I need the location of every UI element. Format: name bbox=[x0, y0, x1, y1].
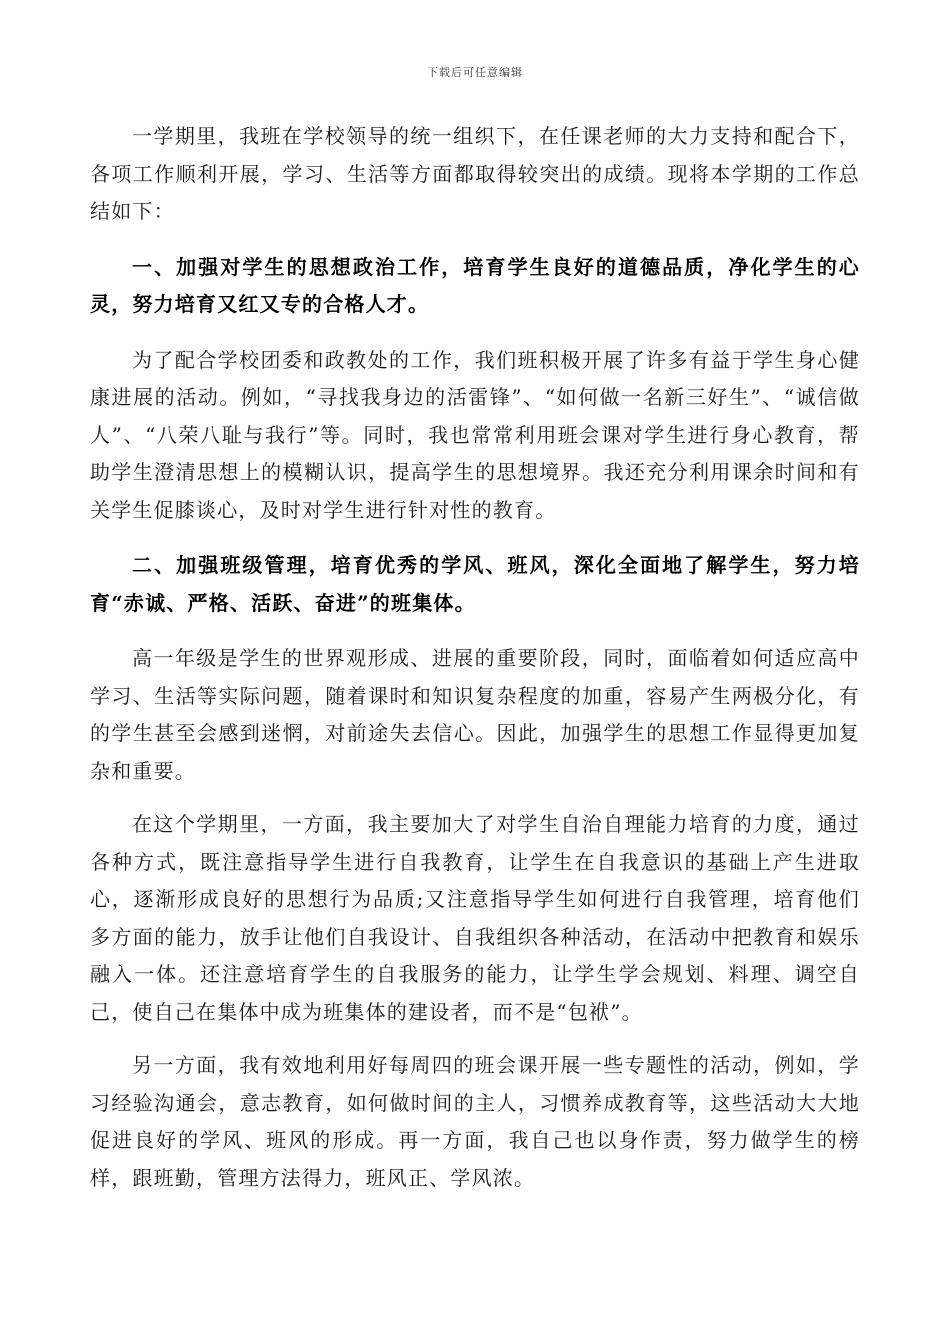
paragraph-section-2b: 在这个学期里，一方面，我主要加大了对学生自治自理能力培育的力度，通过各种方式，既注意指导学生进行自我教育，让学生在自我意识的基础上产生进取心，逐渐形成良好的思想行为品质;又注意指导学生如何进行自我管理，培育他们多方面的能力，放手让他们自我设计、自我组织各种活动，在活动中把教育和娱乐融入一体。还注意培育学生的自我服务的能力，让学生学会规划、料理、调空自己，使自己在集体中成为班集体的建设者，而不是“包袱”。 bbox=[90, 812, 860, 1024]
section-heading-1: 一、加强对学生的思想政治工作，培育学生良好的道德品质，净化学生的心灵，努力培育又红又专的合格人才。 bbox=[90, 254, 860, 316]
section-heading-2: 二、加强班级管理，培育优秀的学风、班风，深化全面地了解学生，努力培育“赤诚、严格、活跃、奋进”的班集体。 bbox=[90, 553, 860, 615]
header-note: 下载后可任意编辑 bbox=[427, 66, 523, 79]
paragraph-section-1: 为了配合学校团委和政教处的工作，我们班积极开展了许多有益于学生身心健康进展的活动。例如，“寻找我身边的活雷锋”、“如何做一名新三好生”、“诚信做人”、“八荣八耻与我行”等。同时，我也常常利用班会课对学生进行身心教育，帮助学生澄清思想上的模糊认识，提高学生的思想境界。我还充分利用课余时间和有关学生促膝谈心，及时对学生进行针对性的教育。 bbox=[90, 347, 860, 522]
paragraph-section-2c: 另一方面，我有效地利用好每周四的班会课开展一些专题性的活动，例如，学习经验沟通会，意志教育，如何做时间的主人，习惯养成教育等，这些活动大大地促进良好的学风、班风的形成。再一方面，我自己也以身作责，努力做学生的榜样，跟班勤，管理方法得力，班风正、学风浓。 bbox=[90, 1053, 860, 1190]
paragraph-intro: 一学期里，我班在学校领导的统一组织下，在任课老师的大力支持和配合下，各项工作顺利开展，学习、生活等方面都取得较突出的成绩。现将本学期的工作总结如下： bbox=[90, 124, 860, 223]
paragraph-section-2a: 高一年级是学生的世界观形成、进展的重要阶段，同时，面临着如何适应高中学习、生活等实际问题，随着课时和知识复杂程度的加重，容易产生两极分化，有的学生甚至会感到迷惘，对前途失去信心。因此，加强学生的思想工作显得更加复杂和重要。 bbox=[90, 646, 860, 783]
document-body bbox=[90, 118, 860, 1197]
